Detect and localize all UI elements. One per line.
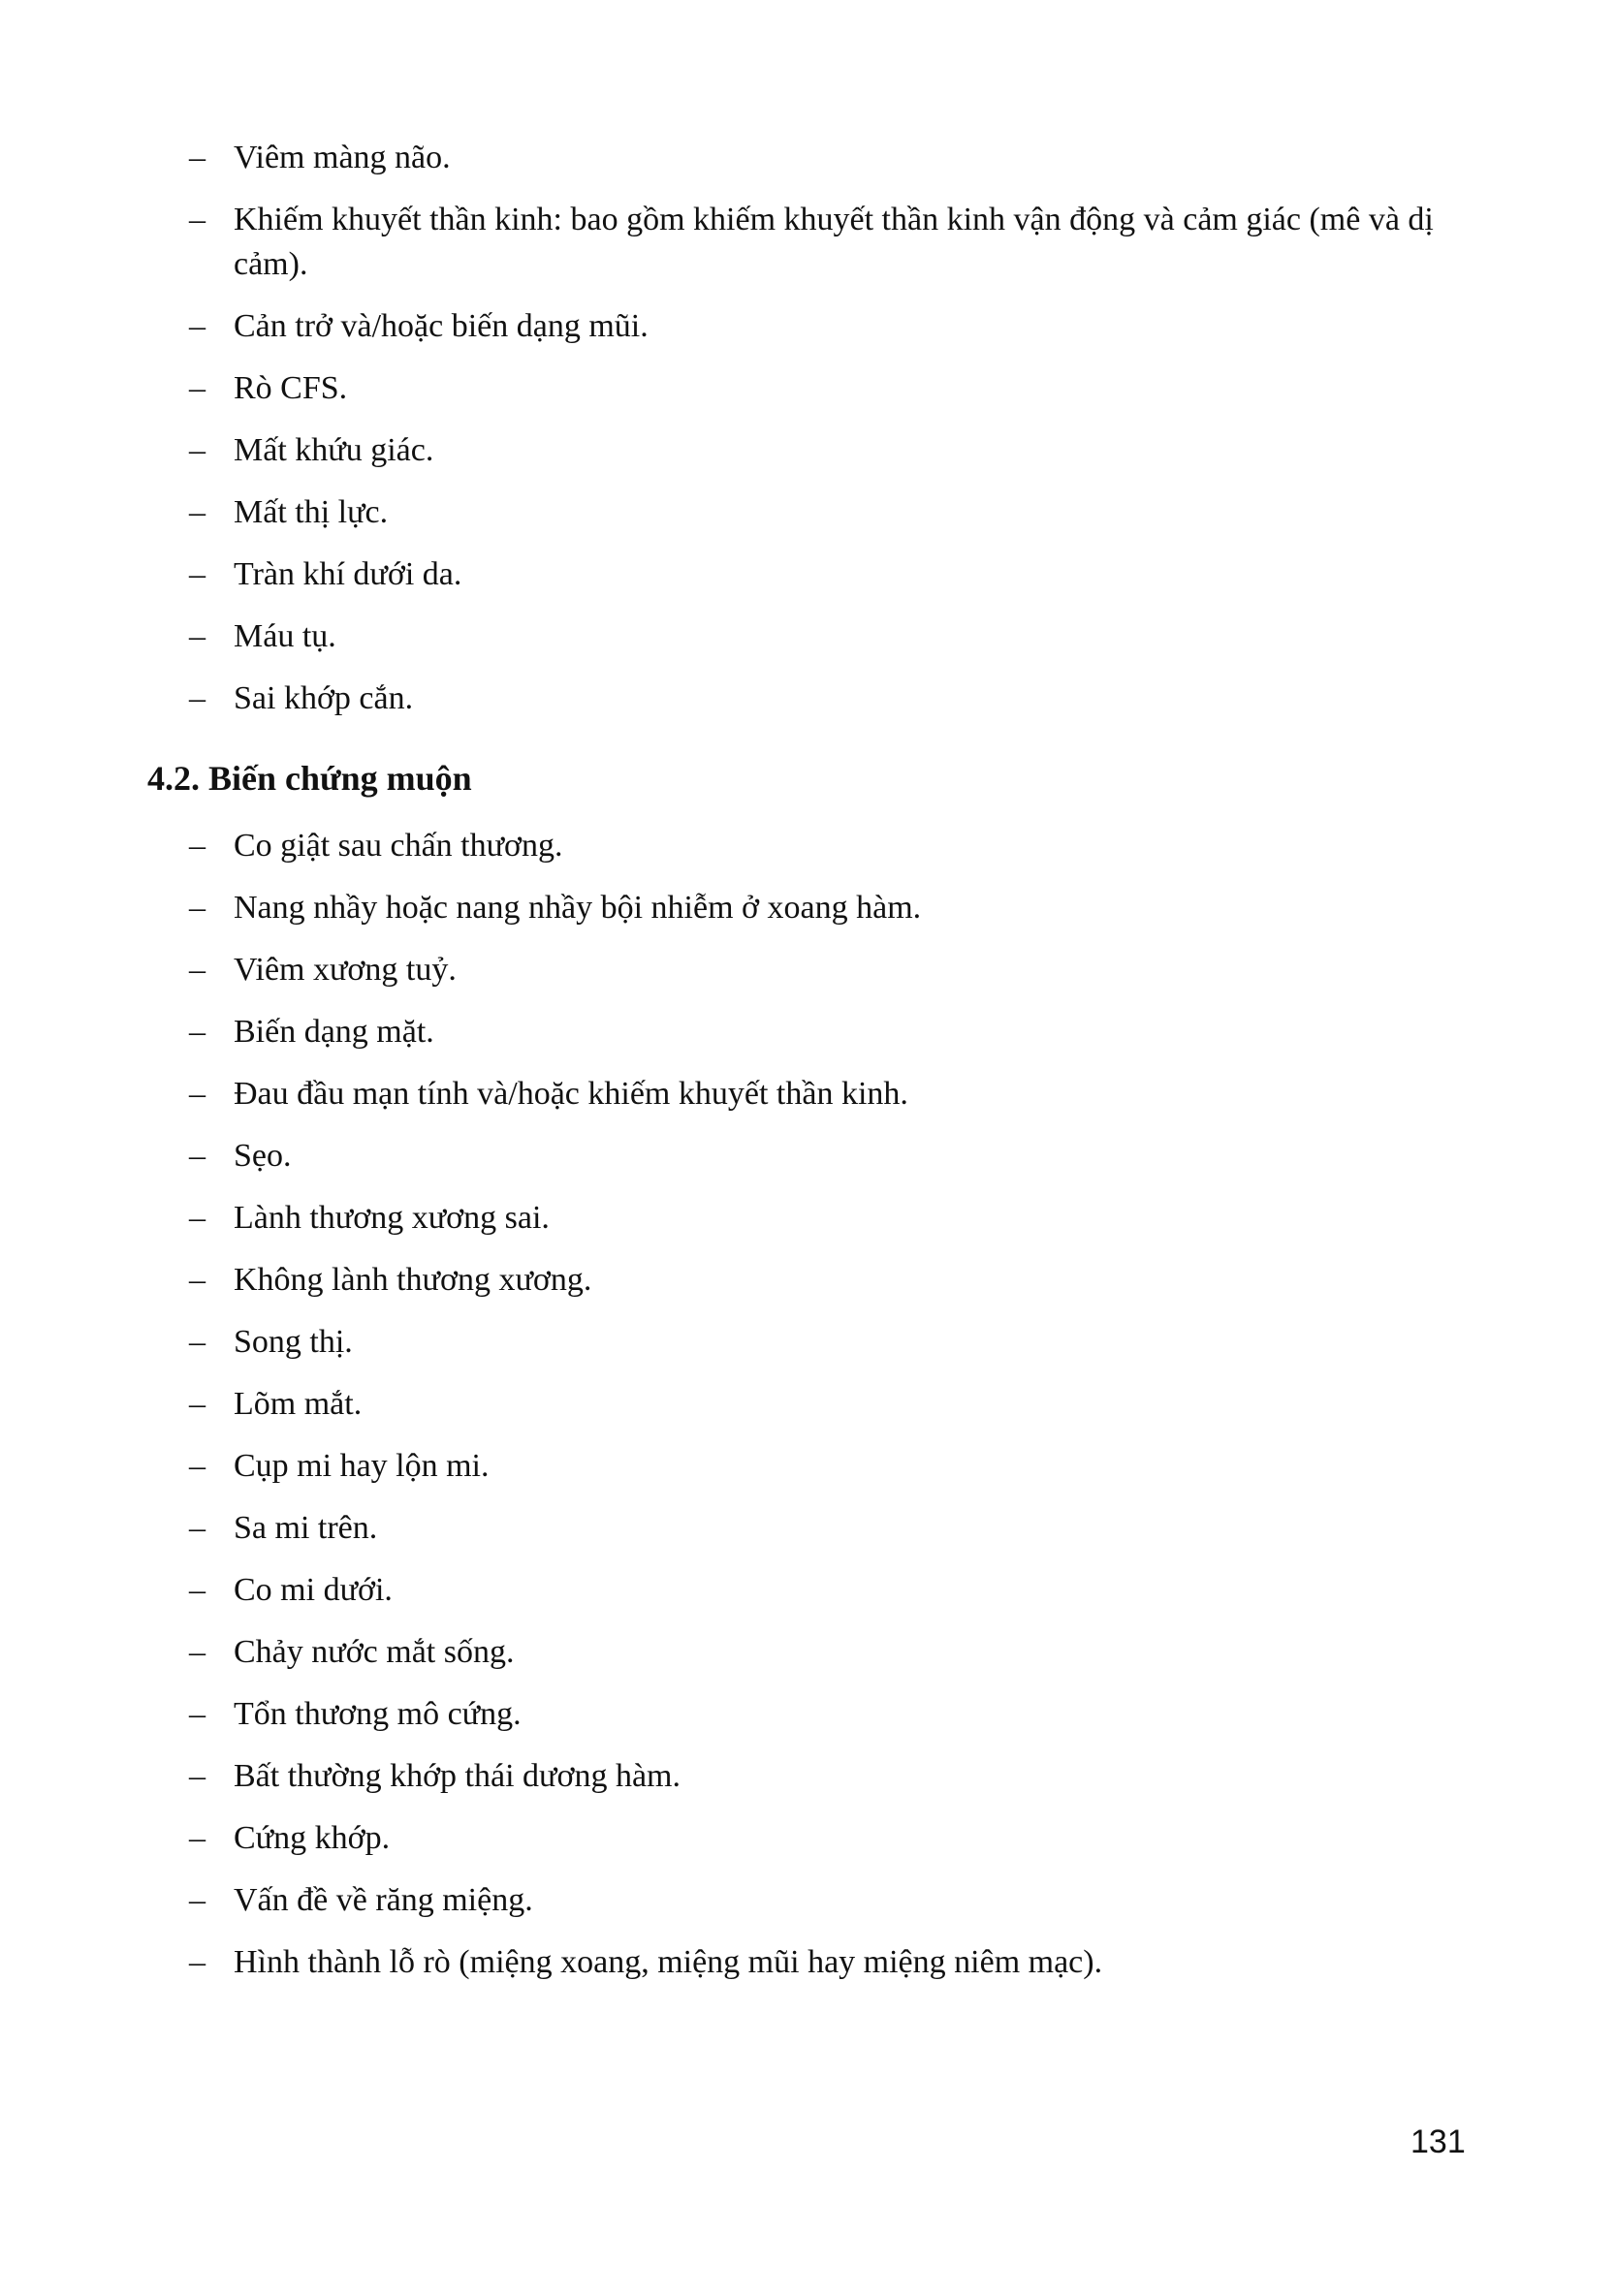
- list-item-text: Rò CFS.: [234, 370, 348, 406]
- list-bullet-dash: –: [189, 1324, 206, 1360]
- list-bullet-dash: –: [189, 1200, 206, 1236]
- list-bullet-dash: –: [189, 618, 206, 654]
- list-bullet-dash: –: [189, 140, 206, 175]
- list-bullet-dash: –: [189, 1882, 206, 1918]
- list-bullet-dash: –: [189, 370, 206, 406]
- early-complications-list: [189, 136, 1488, 739]
- list-bullet-dash: –: [189, 494, 206, 530]
- list-bullet-dash: –: [189, 1014, 206, 1050]
- list-item: [189, 948, 1488, 992]
- list-bullet-dash: –: [189, 1820, 206, 1856]
- list-item: [189, 1940, 1488, 1985]
- list-bullet-dash: –: [189, 1634, 206, 1670]
- list-item-text: Co giật sau chấn thương.: [234, 828, 563, 864]
- list-item-text: Song thị.: [234, 1324, 353, 1360]
- page-number: 131: [1410, 2123, 1466, 2160]
- list-item: [189, 1754, 1488, 1799]
- list-item: [189, 1072, 1488, 1117]
- list-bullet-dash: –: [189, 556, 206, 592]
- list-bullet-dash: –: [189, 1448, 206, 1484]
- list-item-text: Tràn khí dưới da.: [234, 556, 462, 592]
- list-bullet-dash: –: [189, 1696, 206, 1732]
- list-bullet-dash: –: [189, 1262, 206, 1298]
- list-item: [189, 1196, 1488, 1241]
- list-item: [189, 490, 1488, 535]
- list-item-text: Bất thường khớp thái dương hàm.: [234, 1758, 681, 1794]
- list-item: [189, 1134, 1488, 1179]
- list-item-text: Tổn thương mô cứng.: [234, 1696, 522, 1732]
- list-bullet-dash: –: [189, 308, 206, 344]
- list-item-text: Hình thành lỗ rò (miệng xoang, miệng mũi hay miệng niêm mạc).: [234, 1944, 1103, 1980]
- list-item: [189, 1444, 1488, 1489]
- list-item: [189, 366, 1488, 411]
- list-bullet-dash: –: [189, 890, 206, 926]
- list-bullet-dash: –: [189, 1944, 206, 1980]
- list-item: [189, 428, 1488, 473]
- list-bullet-dash: –: [189, 432, 206, 468]
- list-bullet-dash: –: [189, 1510, 206, 1546]
- late-complications-list: [189, 824, 1488, 2002]
- list-item-text: Cụp mi hay lộn mi.: [234, 1448, 490, 1484]
- list-bullet-dash: –: [189, 1138, 206, 1174]
- list-item: [189, 1630, 1488, 1675]
- list-item-text: Viêm xương tuỷ.: [234, 952, 457, 988]
- list-item: [189, 824, 1488, 868]
- list-item-text: Cứng khớp.: [234, 1820, 391, 1856]
- list-item: [189, 1320, 1488, 1365]
- list-item-text: Máu tụ.: [234, 618, 336, 654]
- list-item-text: Không lành thương xương.: [234, 1262, 592, 1298]
- list-item-text: Cản trở và/hoặc biến dạng mũi.: [234, 308, 649, 344]
- list-item: [189, 136, 1488, 180]
- list-item: [189, 886, 1488, 930]
- list-item-text: Sai khớp cắn.: [234, 680, 414, 716]
- list-item-text: Mất thị lực.: [234, 494, 389, 530]
- list-item-text: Chảy nước mắt sống.: [234, 1634, 515, 1670]
- list-bullet-dash: –: [189, 1386, 206, 1422]
- list-item: [189, 1878, 1488, 1923]
- list-bullet-dash: –: [189, 828, 206, 864]
- list-item: [189, 552, 1488, 597]
- section-heading: 4.2. Biến chứng muộn: [147, 759, 472, 798]
- list-item: [189, 614, 1488, 659]
- list-item-text: Đau đầu mạn tính và/hoặc khiếm khuyết thần kinh.: [234, 1076, 908, 1112]
- list-item: [189, 1816, 1488, 1861]
- list-item-text: Mất khứu giác.: [234, 432, 434, 468]
- list-bullet-dash: –: [189, 680, 206, 716]
- list-item: [189, 1692, 1488, 1737]
- list-item-text: Viêm màng não.: [234, 140, 451, 175]
- list-item: [189, 1258, 1488, 1303]
- list-bullet-dash: –: [189, 1758, 206, 1794]
- list-item: [189, 1506, 1488, 1551]
- list-item: [189, 676, 1488, 721]
- list-item-text: Co mi dưới.: [234, 1572, 393, 1608]
- list-item-text: Vấn đề về răng miệng.: [234, 1882, 533, 1918]
- list-item-text: Lõm mắt.: [234, 1386, 363, 1422]
- list-item-text: Nang nhầy hoặc nang nhầy bội nhiễm ở xoang hàm.: [234, 890, 922, 926]
- list-bullet-dash: –: [189, 1076, 206, 1112]
- list-bullet-dash: –: [189, 1572, 206, 1608]
- list-item: [189, 198, 1488, 287]
- list-item: [189, 1568, 1488, 1613]
- list-item: [189, 1010, 1488, 1054]
- list-item: [189, 1382, 1488, 1427]
- list-item-text: Lành thương xương sai.: [234, 1200, 550, 1236]
- list-bullet-dash: –: [189, 202, 206, 237]
- list-item-text: Biến dạng mặt.: [234, 1014, 434, 1050]
- list-item: [189, 304, 1488, 349]
- list-item-text: Khiếm khuyết thần kinh: bao gồm khiếm khuyết thần kinh vận động và cảm giác (mê và dị cảm).: [234, 202, 1434, 282]
- list-bullet-dash: –: [189, 952, 206, 988]
- list-item-text: Sa mi trên.: [234, 1510, 378, 1546]
- list-item-text: Sẹo.: [234, 1138, 292, 1174]
